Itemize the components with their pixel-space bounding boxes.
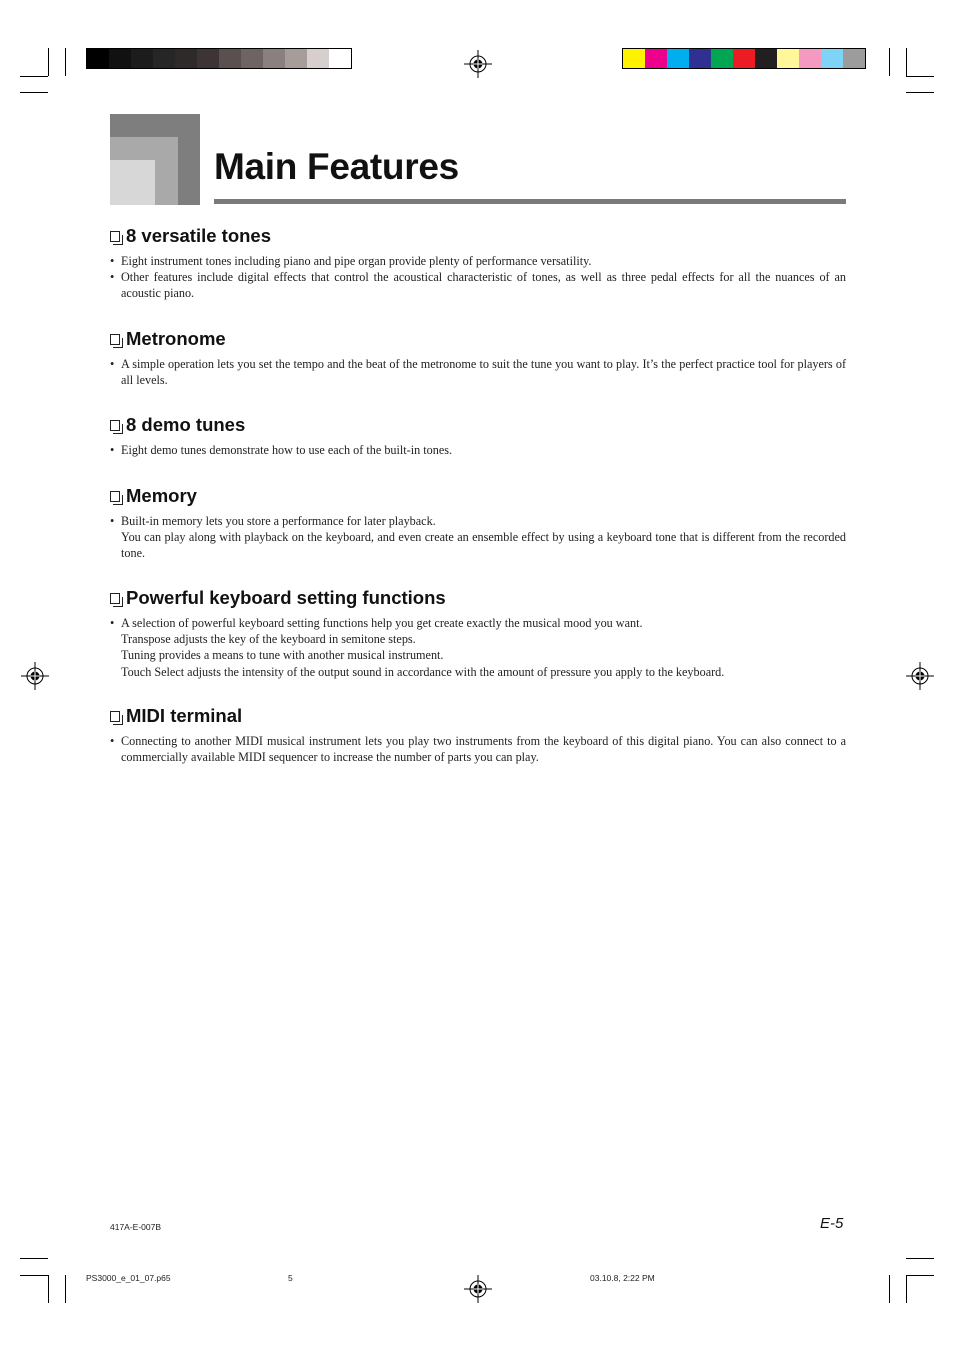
section-heading-text: Powerful keyboard setting functions bbox=[126, 587, 446, 608]
section-midi-terminal bbox=[110, 705, 846, 765]
color-swatch bbox=[689, 49, 711, 68]
color-swatch bbox=[799, 49, 821, 68]
list-item bbox=[110, 356, 846, 388]
timestamp: 03.10.8, 2:22 PM bbox=[590, 1273, 655, 1283]
color-swatch bbox=[623, 49, 645, 68]
section-heading bbox=[110, 414, 846, 436]
section-heading-text: MIDI terminal bbox=[126, 705, 243, 726]
color-swatch bbox=[131, 49, 153, 68]
color-swatch bbox=[263, 49, 285, 68]
section-memory bbox=[110, 485, 846, 562]
color-swatch bbox=[329, 49, 351, 68]
color-swatch bbox=[821, 49, 843, 68]
registration-mark-icon bbox=[464, 1275, 492, 1303]
bullet-text: • A selection of powerful keyboard setting functions help you get create exactly the musical mood you want. bbox=[121, 616, 643, 630]
color-swatch bbox=[153, 49, 175, 68]
bullet-text: You can play along with playback on the keyboard, and even create an ensemble effect by using a keyboard tone that is different from the recorded tone. bbox=[121, 530, 846, 561]
color-swatch bbox=[667, 49, 689, 68]
list-item bbox=[110, 442, 846, 458]
color-swatch bbox=[843, 49, 865, 68]
registration-mark-icon bbox=[464, 50, 492, 78]
section-heading bbox=[110, 485, 846, 507]
color-swatch bbox=[645, 49, 667, 68]
color-swatch bbox=[285, 49, 307, 68]
section-keyboard-settings bbox=[110, 587, 846, 680]
page-number: E-5 bbox=[820, 1215, 844, 1232]
checkbox-icon bbox=[110, 231, 120, 242]
doc-code: 417A-E-007B bbox=[110, 1222, 162, 1232]
file-name: PS3000_e_01_07.p65 bbox=[86, 1273, 171, 1283]
color-swatch bbox=[777, 49, 799, 68]
section-heading bbox=[110, 225, 846, 247]
section-heading bbox=[110, 705, 846, 727]
list-item bbox=[110, 615, 846, 680]
section-heading bbox=[110, 587, 846, 609]
bullet-text: • A simple operation lets you set the tempo and the beat of the metronome to suit the tune you want to play. It’s the perfect practice tool for players of all levels. bbox=[121, 357, 846, 388]
bullet-text: Tuning provides a means to tune with another musical instrument. bbox=[121, 648, 444, 663]
checkbox-icon bbox=[110, 491, 120, 502]
list-item bbox=[110, 269, 846, 301]
section-heading-text: Memory bbox=[126, 485, 197, 506]
page-title: Main Features bbox=[214, 146, 459, 187]
bullet-text: • Other features include digital effects that control the acoustical characteristic of tones, as well as three pedal effects for all the nuances of an acoustic piano. bbox=[121, 270, 846, 301]
bullet-text: • Eight demo tunes demonstrate how to use each of the built-in tones. bbox=[121, 443, 453, 457]
checkbox-icon bbox=[110, 593, 120, 604]
list-item bbox=[110, 253, 846, 269]
bullet-text: Touch Select adjusts the intensity of the output sound in accordance with the amount of pressure you apply to the keyboard. bbox=[121, 664, 725, 679]
section-demo-tunes bbox=[110, 414, 846, 458]
section-versatile-tones bbox=[110, 225, 846, 302]
section-metronome bbox=[110, 328, 846, 388]
color-swatch bbox=[711, 49, 733, 68]
section-heading-text: 8 versatile tones bbox=[126, 225, 271, 246]
color-swatch bbox=[87, 49, 109, 68]
checkbox-icon bbox=[110, 420, 120, 431]
color-swatch bbox=[219, 49, 241, 68]
file-page: 5 bbox=[288, 1273, 293, 1283]
bullet-text: • Eight instrument tones including piano and pipe organ provide plenty of performance versatility. bbox=[121, 254, 592, 268]
color-swatch bbox=[197, 49, 219, 68]
title-decoration bbox=[110, 114, 200, 205]
color-swatch bbox=[241, 49, 263, 68]
title-rule bbox=[214, 199, 846, 204]
bullet-text: • Built-in memory lets you store a performance for later playback. bbox=[121, 514, 436, 528]
registration-mark-icon bbox=[21, 662, 49, 690]
section-heading-text: Metronome bbox=[126, 328, 226, 349]
checkbox-icon bbox=[110, 334, 120, 345]
color-swatch bbox=[109, 49, 131, 68]
registration-mark-icon bbox=[906, 662, 934, 690]
list-item bbox=[110, 513, 846, 562]
bullet-text: Transpose adjusts the key of the keyboard in semitone steps. bbox=[121, 632, 416, 647]
checkbox-icon bbox=[110, 711, 120, 722]
color-swatch bbox=[755, 49, 777, 68]
section-heading-text: 8 demo tunes bbox=[126, 414, 246, 435]
color-swatch bbox=[733, 49, 755, 68]
bullet-text: • Connecting to another MIDI musical instrument lets you play two instruments from the keyboard of this digital piano. You can also connect to a commercially available MIDI sequencer to increase the number of parts you can play. bbox=[121, 734, 846, 765]
color-calibration-bar bbox=[622, 48, 866, 69]
color-swatch bbox=[307, 49, 329, 68]
gray-calibration-bar bbox=[86, 48, 352, 69]
list-item bbox=[110, 733, 846, 765]
color-swatch bbox=[175, 49, 197, 68]
section-heading bbox=[110, 328, 846, 350]
